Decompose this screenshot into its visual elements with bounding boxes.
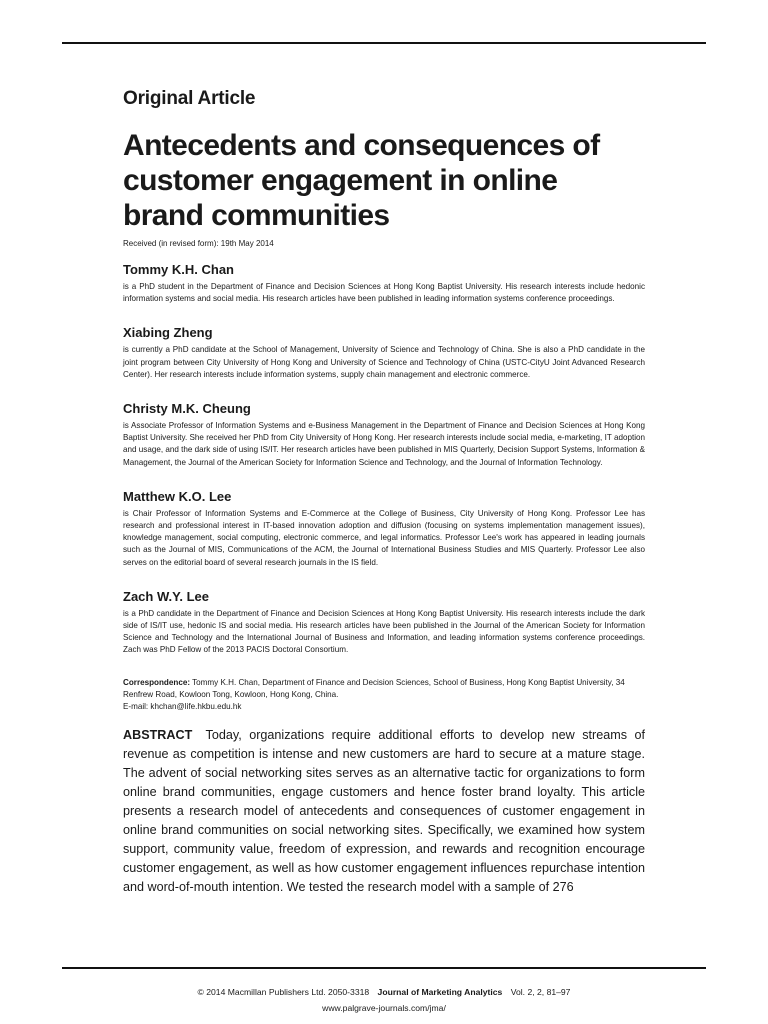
page-footer — [0, 984, 768, 1016]
correspondence-address: Tommy K.H. Chan, Department of Finance and Decision Sciences, School of Business, Hong Kong Baptist University, 34 Renfrew Road, Kowloon Tong, Kowloon, Hong Kong, China. — [123, 677, 625, 699]
article-type: Original Article — [123, 88, 256, 109]
article-content — [123, 88, 645, 897]
author-block — [123, 489, 645, 569]
article-title: Antecedents and consequences of customer engagement in online brand communities — [123, 129, 600, 232]
author-bio: is a PhD student in the Department of Finance and Decision Sciences at Hong Kong Baptist University. His research interests include hedonic information systems and social media. His research articles have been published in leading information systems conference proceedings. — [123, 282, 645, 304]
author-bio: is a PhD candidate in the Department of Finance and Decision Sciences at Hong Kong Baptist University. His research interests include the dark side of IS/IT use, hedonic IS and social media. His research articles have been published in the Journal of the American Society for Information Science and Technology and the International Journal of Business and Information, and leading information systems conference proceedings. Zach was PhD Fellow of the 2013 PACIS Doctoral Consortium. — [123, 608, 645, 655]
footer-volume: Vol. 2, 2, 81–97 — [510, 987, 571, 997]
received-date: Received (in revised form): 19th May 2014 — [123, 239, 274, 248]
author-bio: is currently a PhD candidate at the School of Management, University of Science and Technology of China. She is also a PhD candidate in the joint program between City University of Hong Kong and University of Science and Technology of China (USTC-CityU Joint Advanced Research Center). Her research interests include information systems, supply chain management and electronic commerce. — [123, 345, 645, 379]
author-block — [123, 589, 645, 657]
footer-url[interactable]: www.palgrave-journals.com/jma/ — [322, 1003, 446, 1013]
abstract — [123, 726, 645, 897]
abstract-text: Today, organizations require additional efforts to develop new streams of revenue as competition is intense and new customers are hard to secure at a mature stage. The advent of social networking sites serves as an alternative tactic for organizations to form online brand communities, engage customers and hence foster brand loyalty. This article presents a research model of antecedents and consequences of customer engagement in online brand communities on social networking sites. Specifically, we examined how system support, community value, freedom of expression, and rewards and recognition encourage customer engagement, as well as how customer engagement influences repurchase intention and word-of-mouth intention. We tested the research model with a sample of 276 — [123, 728, 645, 895]
correspondence-block — [123, 677, 645, 714]
footer-journal: Journal of Marketing Analytics — [377, 987, 503, 997]
author-name: Matthew K.O. Lee — [123, 488, 232, 504]
author-block — [123, 262, 645, 305]
author-bio: is Associate Professor of Information Systems and e-Business Management in the Department of Finance and Decision Sciences at Hong Kong Baptist University. She received her PhD from City University of Hong Kong. Her research interests include social media, e-marketing, IT adoption and usage, and the dark side of using IS/IT. Her research articles have been published in MIS Quarterly, Decision Support Systems, Information & Management, the Journal of the American Society for Information Science and Technology, and the Journal of Information Technology. — [123, 421, 645, 467]
author-name: Xiabing Zheng — [123, 325, 213, 341]
footer-copyright: © 2014 Macmillan Publishers Ltd. 2050-3318 — [197, 987, 370, 997]
author-name: Christy M.K. Cheung — [123, 401, 251, 417]
top-rule — [62, 42, 706, 44]
author-name: Tommy K.H. Chan — [123, 262, 234, 277]
correspondence-email[interactable]: E-mail: khchan@life.hkbu.edu.hk — [123, 702, 242, 712]
author-bio: is Chair Professor of Information Systems and E-Commerce at the College of Business, City University of Hong Kong. Professor Lee has research and professional interest in IT-based innovation adoption and diffusion (focusing on systems implementation management issues), knowledge management, social computing, electronic commerce, and legal informatics. Professor Lee's work has appeared in leading journals such as the Journal of MIS, Communications of the ACM, the Journal of International Business Studies and MIS Quarterly. Professor Lee also serves on the editorial board of several research journals in the IS field. — [123, 508, 645, 567]
footer-citation — [0, 984, 768, 1000]
author-block — [123, 401, 645, 469]
abstract-label: ABSTRACT — [123, 728, 193, 743]
author-block — [123, 325, 645, 381]
author-name: Zach W.Y. Lee — [123, 588, 209, 604]
correspondence-label: Correspondence: — [123, 677, 191, 687]
bottom-rule — [62, 967, 706, 969]
